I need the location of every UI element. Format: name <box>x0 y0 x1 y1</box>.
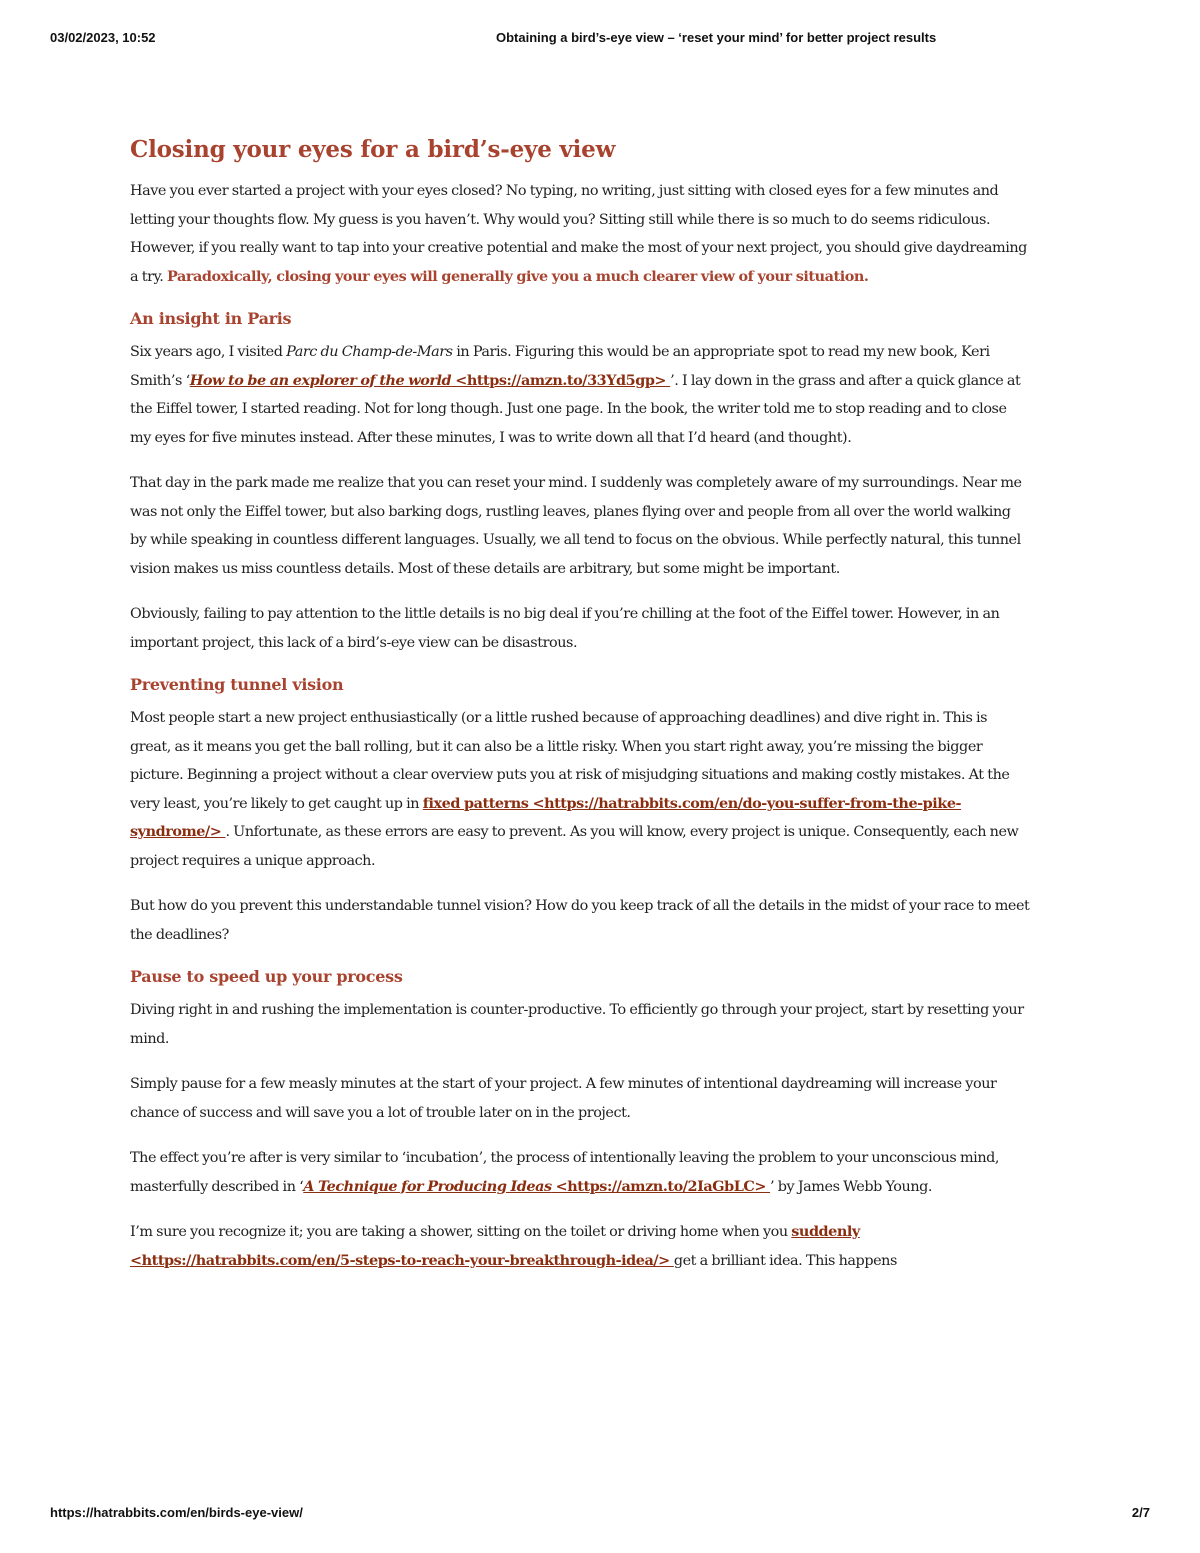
text-run: Most people start a new project enthusiastically (or a little rushed because of approaching deadlines) and dive right in. This is great, as it means you get the ball rolling, but it can also be a little risky. When you start right away, you’re missing the bigger picture. Beginning a project without a clear overview puts you at risk of misjudging situations and making costly mistakes. At the very least, you’re likely to get caught up in <box>130 710 1010 812</box>
intro-paragraph <box>130 177 1030 291</box>
paris-paragraph-1 <box>130 338 1030 452</box>
link-url: <https://amzn.to/33Yd5gp> <box>451 371 671 389</box>
book-link-ideas[interactable] <box>303 1178 770 1195</box>
text-run: ’. I lay down in the grass and after a quick glance at the Eiffel tower, I started reading. Not for long though. Just one page. In the book, the writer told me to stop reading and to close my eyes for five minutes instead. After these minutes, I was to write down all that I’d heard (and thought). <box>130 372 1021 446</box>
text-run: ’ by James Webb Young. <box>770 1178 933 1195</box>
pause-paragraph-3 <box>130 1144 1030 1201</box>
print-date: 03/02/2023, 10:52 <box>50 30 156 45</box>
text-run: The effect you’re after is very similar to ‘incubation’, the process of intentionally leaving the problem to your unconscious mind, masterfully described in ‘ <box>130 1150 1000 1195</box>
intro-highlight: Paradoxically, closing your eyes will generally give you a much clearer view of your situation. <box>167 267 869 285</box>
section-heading-paris: An insight in Paris <box>130 309 292 328</box>
text-run: . Unfortunate, as these errors are easy to prevent. As you will know, every project is unique. Consequently, each new project requires a unique approach. <box>130 824 1019 869</box>
tunnel-paragraph-1 <box>130 704 1030 875</box>
print-page-title: Obtaining a bird’s-eye view – ‘reset your mind’ for better project results <box>496 30 937 45</box>
text-run: get a brilliant idea. This happens <box>673 1252 897 1269</box>
article-heading: Closing your eyes for a bird’s-eye view <box>130 136 616 163</box>
book-link-explorer[interactable] <box>190 372 670 389</box>
pause-paragraph-4 <box>130 1218 1030 1275</box>
pause-paragraph-2: Simply pause for a few measly minutes at the start of your project. A few minutes of intentional daydreaming will increase your chance of success and will save you a lot of trouble later on in the project. <box>130 1076 997 1121</box>
paris-paragraph-3: Obviously, failing to pay attention to the little details is no big deal if you’re chilling at the foot of the Eiffel tower. However, in an important project, this lack of a bird’s-eye view can be disastrous. <box>130 606 1000 651</box>
suddenly-link[interactable]: suddenly <https://hatrabbits.com/en/5-steps-to-reach-your-breakthrough-idea/> <box>130 1223 860 1269</box>
link-title: A Technique for Producing Ideas <box>303 1177 552 1195</box>
section-heading-tunnel-vision: Preventing tunnel vision <box>130 675 344 694</box>
print-header <box>50 30 1150 50</box>
pause-paragraph-1: Diving right in and rushing the implementation is counter-productive. To efficiently go through your project, start by resetting your mind. <box>130 1002 1024 1047</box>
text-run: in Paris. Figuring this would be an appropriate spot to read my new book, Keri Smith’s ‘ <box>130 344 990 389</box>
fixed-patterns-link[interactable]: fixed patterns <https://hatrabbits.com/en/do-you-suffer-from-the-pike-syndrome/> <box>130 794 962 840</box>
article-body <box>130 135 1030 1292</box>
tunnel-paragraph-2: But how do you prevent this understandable tunnel vision? How do you keep track of all the details in the midst of your race to meet the deadlines? <box>130 898 1030 943</box>
intro-text: Have you ever started a project with your eyes closed? No typing, no writing, just sitting with closed eyes for a few minutes and letting your thoughts flow. My guess is you haven’t. Why would you? Sitting still while there is so much to do seems ridiculous. However, if you really want to tap into your creative potential and make the most of your next project, you should give daydreaming a try. <box>130 183 1027 285</box>
text-run: I’m sure you recognize it; you are taking a shower, sitting on the toilet or driving home when you <box>130 1224 792 1240</box>
text-run: Six years ago, I visited <box>130 344 287 360</box>
link-title: How to be an explorer of the world <box>189 371 452 389</box>
park-name: Parc du Champ-de-Mars <box>286 344 453 360</box>
section-heading-pause: Pause to speed up your process <box>130 967 403 986</box>
page-number: 2/7 <box>1131 1505 1150 1520</box>
print-footer <box>50 1505 1150 1525</box>
paris-paragraph-2: That day in the park made me realize that you can reset your mind. I suddenly was completely aware of my surroundings. Near me was not only the Eiffel tower, but also barking dogs, rustling leaves, planes flying over and people from all over the world walking by while speaking in countless different languages. Usually, we all tend to focus on the obvious. While perfectly natural, this tunnel vision makes us miss countless details. Most of these details are arbitrary, but some might be important. <box>130 475 1022 577</box>
print-url: https://hatrabbits.com/en/birds-eye-view/ <box>50 1505 303 1520</box>
link-url: <https://amzn.to/2IaGbLC> <box>551 1177 771 1195</box>
